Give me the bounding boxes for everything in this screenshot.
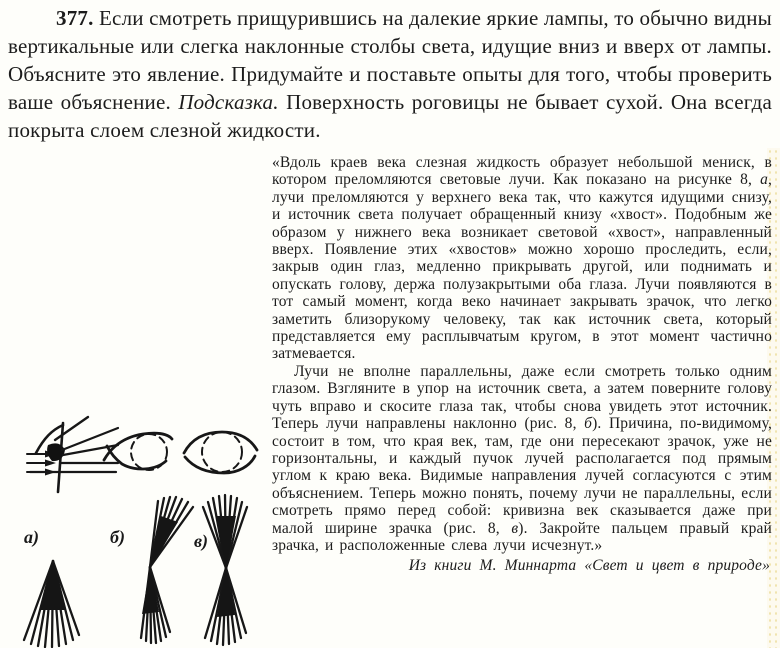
quote-text: ). Закройте пальцем правый край зрачка, и расположенные слева лучи исчезнут.» [272,519,772,554]
quote-text: ). Причина, по-видимому, состоит в том, что края век, там, где они пересекают зрачок, уже не горизонтальны, и каждый пучок лучей располагается под прямым углом к краю века. Видимые направления лучей согласуются с этим объяснением. Теперь можно понять, почему лучи не параллельны, если смотреть прямо перед собой: кривизна век сказывается даже при малой ширине зрачка (рис. 8, [272,415,772,537]
source-attribution: Из книги М. Миннарта «Свет и цвет в природе» [408,557,770,575]
ray-fan-v [203,495,247,645]
figure-reference-a: а [760,171,768,189]
problem-statement [8,4,772,144]
ray-fan-a [24,561,79,647]
eyelid-meniscus-diagram [27,417,118,492]
quote-text: «Вдоль краев века слезная жидкость образует небольшой мениск, в котором преломляются световые лучи. Как показано на рисунке 8, [272,154,772,189]
figure-label-v: в) [194,531,209,551]
figure-label-a: а) [24,527,39,547]
eye-diagram-b [104,433,172,470]
ray-fan-b [141,497,193,643]
quote-text: Лучи не вполне параллельны, даже если смотреть только одним глазом. Взгляните в упор на источник света, а затем поверните голову чуть вправо и скосите глаза так, чтобы снова увидеть этот источник. Теперь лучи направлены наклонно (рис. 8, [272,362,772,433]
pupil-dashed-circle [202,432,242,472]
quote-text: , лучи преломляются у верхнего века так, что кажутся идущими снизу, и источник света получает обращенный книзу «хвост». Подобным же образом у нижнего века возникает световой «хвост», направленный вверх. Появление этих «хвостов» можно хорошо проследить, если, закрыв один глаз, медленно прикрывать другой, или поднимать и опускать голову, держа полузакрытыми оба глаза. Лучи появляются в тот самый момент, когда веко начинает закрывать зрачок, что легко заметить близорукому человеку, так как источник света, который представляется ему расплывчатым кругом, в этот момент частично затмевается. [272,171,772,363]
quote-paragraph-1 [272,154,772,363]
figure-reference-b: б [584,415,593,433]
hint-label: Подсказка. [178,90,279,114]
eye-diagram-v [184,432,257,473]
problem-number: 377. [56,6,94,30]
quote-paragraph-2 [272,363,772,554]
figure-reference-v: в [511,519,519,537]
figure-label-b: б) [110,527,125,547]
quoted-explanation [272,154,772,575]
hint-text: Поверхность роговицы не бывает сухой. Она всегда покрыта слоем слезной жидкости. [8,90,772,142]
problem-text: Если смотреть прищурившись на далекие яркие лампы, то обычно видны вертикальные или слегка наклонные столбы света, идущие вниз и вверх от лампы. Объясните это явление. Придумайте и поставьте опыты для того, чтобы проверить ваше объяснение. [8,6,772,114]
figure-8-illustration [0,400,275,648]
